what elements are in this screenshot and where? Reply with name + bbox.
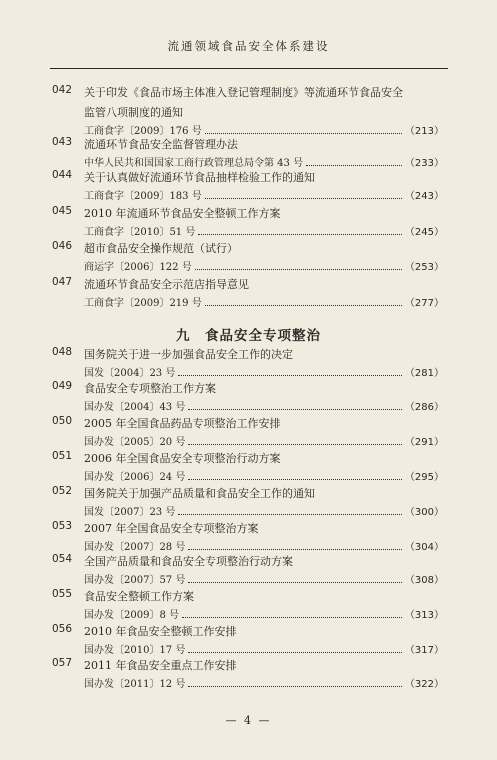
entry-page: （300） — [404, 507, 444, 518]
entry-document-number: 国办发〔2009〕8 号 — [84, 610, 179, 621]
dot-leader — [182, 617, 402, 618]
entry-page: （295） — [404, 472, 444, 483]
entry-document-line — [84, 468, 444, 483]
entry-number: 046 — [52, 240, 73, 252]
dot-leader — [306, 165, 402, 166]
entry-document-number: 工商食字〔2009〕183 号 — [84, 191, 202, 202]
entry-page: （291） — [404, 437, 444, 448]
entry-page: （308） — [404, 575, 444, 586]
entry-number: 047 — [52, 276, 73, 288]
entry-page: （277） — [404, 298, 444, 309]
entry-title: 食品安全整顿工作方案 — [84, 590, 194, 603]
dot-leader — [188, 686, 402, 687]
dot-leader — [188, 582, 402, 583]
entry-document-number: 中华人民共和国国家工商行政管理总局令第 43 号 — [84, 158, 304, 169]
entry-document-line — [84, 258, 444, 273]
entry-document-line — [84, 433, 444, 448]
entry-document-number: 国办发〔2007〕28 号 — [84, 542, 186, 553]
entry-document-line — [84, 223, 444, 238]
dot-leader — [195, 269, 402, 270]
entry-title-continued: 监管八项制度的通知 — [84, 106, 183, 119]
page-number: — 4 — — [225, 714, 272, 727]
entry-number: 052 — [52, 485, 73, 497]
entry-number: 057 — [52, 657, 73, 669]
entry-document-number: 国办发〔2007〕57 号 — [84, 575, 186, 586]
entry-document-number: 国办发〔2010〕17 号 — [84, 645, 186, 656]
entry-page: （281） — [404, 368, 444, 379]
entry-document-line — [84, 606, 444, 621]
dot-leader — [205, 198, 402, 199]
entry-number: 050 — [52, 415, 73, 427]
running-head: 流通领域食品安全体系建设 — [167, 39, 330, 53]
entry-title: 2007 年全国食品安全专项整治方案 — [84, 522, 259, 535]
entry-document-line — [84, 154, 444, 169]
entry-page: （213） — [404, 126, 444, 137]
dot-leader — [188, 444, 402, 445]
entry-title: 关于认真做好流通环节食品抽样检验工作的通知 — [84, 171, 315, 184]
entry-document-number: 国办发〔2004〕43 号 — [84, 402, 186, 413]
entry-title: 2011 年食品安全重点工作安排 — [84, 659, 237, 672]
entry-document-number: 国办发〔2006〕24 号 — [84, 472, 186, 483]
entry-number: 056 — [52, 623, 73, 635]
entry-document-line — [84, 122, 444, 137]
entry-document-number: 商运字〔2006〕122 号 — [84, 262, 192, 273]
entry-document-number: 工商食字〔2009〕219 号 — [84, 298, 202, 309]
entry-title: 2010 年流通环节食品安全整顿工作方案 — [84, 207, 281, 220]
entry-document-line — [84, 503, 444, 518]
entry-number: 045 — [52, 205, 73, 217]
entry-number: 043 — [52, 136, 73, 148]
entry-page: （304） — [404, 542, 444, 553]
entry-document-line — [84, 641, 444, 656]
dot-leader — [188, 652, 402, 653]
entry-number: 054 — [52, 553, 73, 565]
entry-number: 055 — [52, 588, 73, 600]
entry-document-line — [84, 294, 444, 309]
entry-title: 2010 年食品安全整顿工作安排 — [84, 625, 237, 638]
entry-page: （233） — [404, 158, 444, 169]
entry-title: 2005 年全国食品药品专项整治工作安排 — [84, 417, 281, 430]
entry-number: 042 — [52, 84, 73, 96]
entry-page: （317） — [404, 645, 444, 656]
entry-document-number: 工商食字〔2010〕51 号 — [84, 227, 196, 238]
entry-page: （253） — [404, 262, 444, 273]
dot-leader — [188, 479, 402, 480]
entry-document-number: 工商食字〔2009〕176 号 — [84, 126, 202, 137]
entry-number: 044 — [52, 169, 73, 181]
entry-number: 053 — [52, 520, 73, 532]
entry-title: 超市食品安全操作规范（试行） — [84, 242, 238, 255]
dot-leader — [205, 133, 402, 134]
entry-title: 国务院关于加强产品质量和食品安全工作的通知 — [84, 487, 315, 500]
entry-document-line — [84, 675, 444, 690]
entry-page: （243） — [404, 191, 444, 202]
dot-leader — [178, 375, 402, 376]
entry-number: 048 — [52, 346, 73, 358]
entry-document-line — [84, 538, 444, 553]
entry-title: 全国产品质量和食品安全专项整治行动方案 — [84, 555, 293, 568]
dot-leader — [198, 234, 402, 235]
entry-title: 2006 年全国食品安全专项整治行动方案 — [84, 452, 281, 465]
entry-title: 流通环节食品安全监督管理办法 — [84, 138, 238, 151]
entry-number: 049 — [52, 380, 73, 392]
dot-leader — [188, 409, 402, 410]
entry-title: 流通环节食品安全示范店指导意见 — [84, 278, 249, 291]
entry-document-number: 国发〔2007〕23 号 — [84, 507, 176, 518]
entry-document-number: 国发〔2004〕23 号 — [84, 368, 176, 379]
entry-document-number: 国办发〔2011〕12 号 — [84, 679, 186, 690]
entry-title: 食品安全专项整治工作方案 — [84, 382, 216, 395]
entry-document-number: 国办发〔2005〕20 号 — [84, 437, 186, 448]
entry-title: 国务院关于进一步加强食品安全工作的决定 — [84, 348, 293, 361]
entry-document-line — [84, 187, 444, 202]
entry-document-line — [84, 364, 444, 379]
entry-document-line — [84, 571, 444, 586]
entry-page: （245） — [404, 227, 444, 238]
entry-page: （286） — [404, 402, 444, 413]
section-heading: 九 食品安全专项整治 — [176, 328, 321, 344]
entry-title: 关于印发《食品市场主体准入登记管理制度》等流通环节食品安全 — [84, 86, 403, 99]
dot-leader — [178, 514, 402, 515]
dot-leader — [188, 549, 402, 550]
entry-document-line — [84, 398, 444, 413]
entry-number: 051 — [52, 450, 73, 462]
dot-leader — [205, 305, 402, 306]
entry-page: （313） — [404, 610, 444, 621]
entry-page: （322） — [404, 679, 444, 690]
